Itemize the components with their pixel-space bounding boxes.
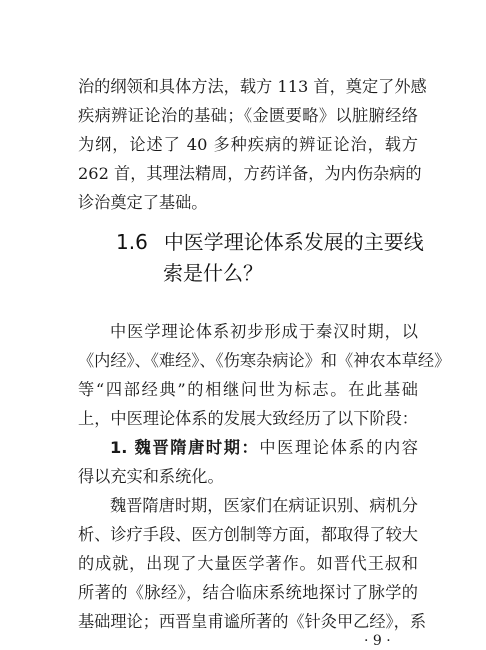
section-number: 1.6 bbox=[116, 230, 148, 254]
stage-one-line-2: 得以充实和系统化。 bbox=[78, 467, 224, 486]
detail-line-4: 所著的《脉经》，结合临床系统地探讨了脉学的 bbox=[78, 583, 418, 602]
intro-line-5: 诊治奠定了基础。 bbox=[78, 193, 208, 212]
body-line-2: 《内经》、《难经》、《伤寒杂病论》和《神农本草经》 bbox=[78, 351, 451, 370]
detail-line-3: 的成就，出现了大量医学著作。如晋代王叔和 bbox=[78, 554, 418, 573]
body-line-4: 上，中医理论体系的发展大致经历了以下阶段： bbox=[78, 409, 418, 428]
detail-line-2: 析、诊疗手段、医方创制等方面，都取得了较大 bbox=[78, 525, 418, 544]
intro-line-4: 262 首，其理法精周，方药详备，为内伤杂病的 bbox=[78, 164, 422, 183]
stage-one-line-1 bbox=[110, 436, 418, 460]
intro-line-1: 治的纲领和具体方法，载方 113 首，奠定了外感 bbox=[78, 77, 427, 96]
section-heading bbox=[116, 228, 424, 256]
detail-line-1: 魏晋隋唐时期，医家们在病证识别、病机分 bbox=[110, 496, 418, 515]
stage-one-label: 1. 魏晋隋唐时期： bbox=[110, 438, 260, 457]
intro-line-2: 疾病辨证论治的基础；《金匮要略》以脏腑经络 bbox=[78, 106, 418, 125]
detail-line-5: 基础理论；西晋皇甫谧所著的《针灸甲乙经》，系 bbox=[78, 612, 427, 631]
page-number: · 9 · bbox=[364, 633, 391, 649]
body-line-1: 中医学理论体系初步形成于秦汉时期，以 bbox=[110, 322, 418, 341]
section-title-line-1: 中医学理论体系发展的主要线 bbox=[163, 230, 424, 254]
stage-one-text-1: 中医理论体系的内容 bbox=[259, 438, 418, 457]
intro-line-3: 为纲，论述了 40 多种疾病的辨证论治，载方 bbox=[78, 135, 418, 154]
section-title-line-2: 索是什么？ bbox=[163, 261, 263, 285]
body-line-3: 等“四部经典”的相继问世为标志。在此基础 bbox=[78, 380, 418, 399]
